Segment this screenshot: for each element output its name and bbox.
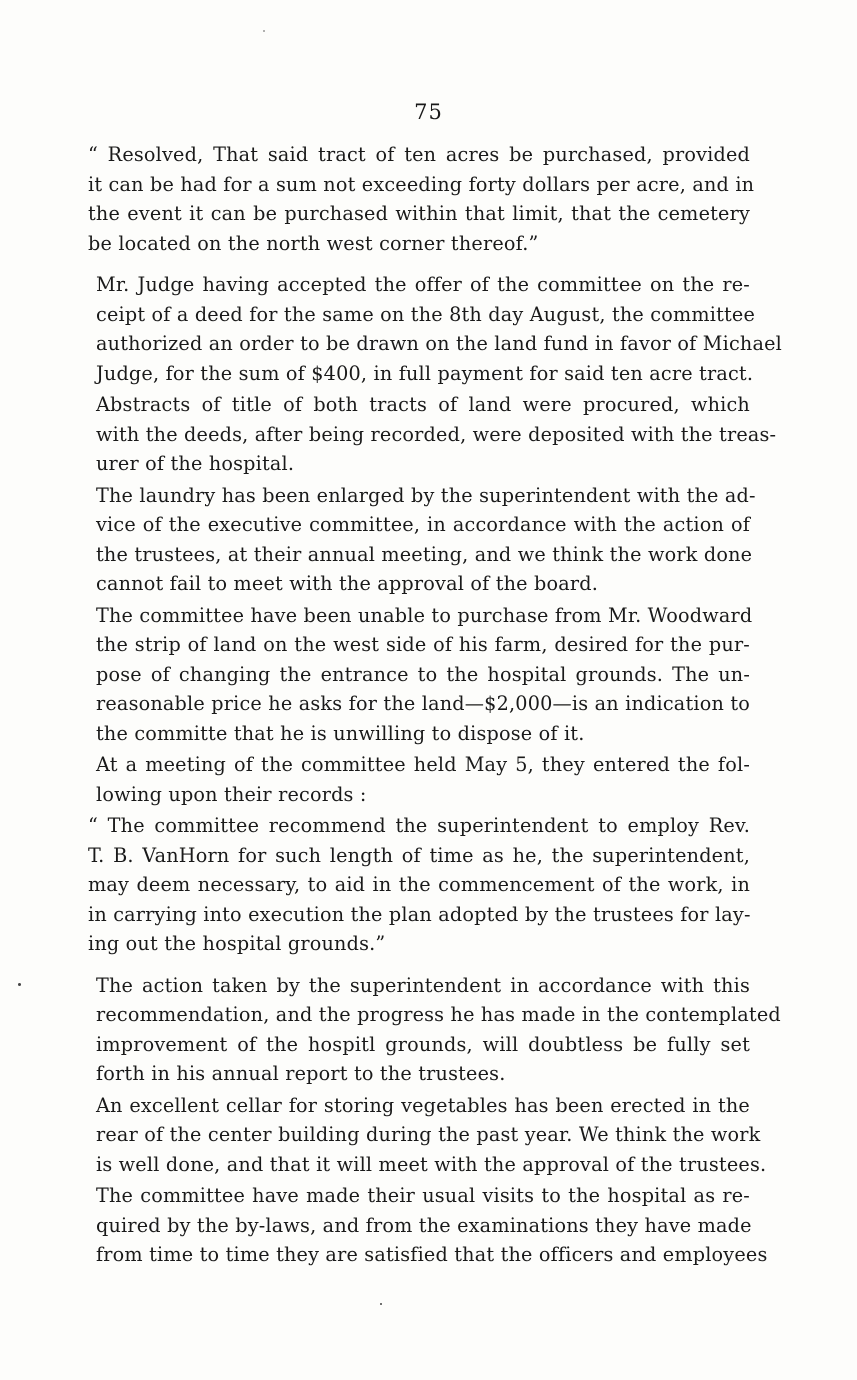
- text-line: At a meeting of the committee held May 5, they entered the fol-: [96, 753, 750, 776]
- scan-speck: [263, 30, 265, 32]
- text-line: improvement of the hospitl grounds, will doubtless be fully set: [96, 1032, 750, 1056]
- scan-speck: [18, 983, 21, 986]
- text-line: cannot fail to meet with the approval of the board.: [96, 572, 599, 595]
- paragraph-action: [82, 971, 781, 1089]
- text-line: Abstracts of title of both tracts of land were procured, which: [96, 393, 750, 416]
- text-line: urer of the hospital.: [96, 452, 295, 475]
- paragraph-recommendation: [82, 811, 750, 959]
- text-line: may deem necessary, to aid in the commencement of the work, in: [88, 873, 750, 896]
- text-line: vice of the executive committee, in accordance with the action of: [96, 513, 750, 536]
- text-line: The action taken by the superintendent in accordance with this: [96, 973, 750, 997]
- text-line: with the deeds, after being recorded, were deposited with the treas-: [96, 422, 777, 446]
- page-body: [82, 140, 782, 1270]
- text-line: The committee have made their usual visits to the hospital as re-: [96, 1184, 750, 1207]
- paragraph-laundry: [82, 481, 756, 599]
- text-line: T. B. VanHorn for such length of time as he, the superintendent,: [88, 843, 750, 867]
- paragraph-cellar: [82, 1091, 767, 1180]
- text-line: reasonable price he asks for the land—$2,000—is an indication to: [96, 692, 750, 715]
- text-line: from time to time they are satisfied that the officers and employees: [96, 1243, 768, 1266]
- text-line: The laundry has been enlarged by the superintendent with the ad-: [96, 483, 756, 507]
- text-line: the committe that he is unwilling to dispose of it.: [96, 721, 585, 745]
- paragraph-judge-offer: [82, 270, 782, 388]
- text-line: it can be had for a sum not exceeding forty dollars per acre, and in: [88, 172, 755, 196]
- text-line: Judge, for the sum of $400, in full payment for said ten acre tract.: [96, 361, 754, 385]
- text-line: in carrying into execution the plan adopted by the trustees for lay-: [88, 902, 751, 926]
- text-line: the event it can be purchased within that limit, that the cemetery: [88, 202, 750, 225]
- paragraph-abstracts: [82, 390, 777, 479]
- text-line: the trustees, at their annual meeting, and we think the work done: [96, 542, 753, 566]
- paragraph-woodward: [82, 601, 753, 749]
- paragraph-meeting: [82, 750, 750, 809]
- text-line: quired by the by-laws, and from the examinations they have made: [96, 1213, 752, 1237]
- text-line: is well done, and that it will meet with the approval of the trustees.: [96, 1152, 767, 1176]
- page-number: 75: [414, 100, 443, 124]
- text-line: rear of the center building during the past year. We think the work: [96, 1123, 761, 1146]
- text-line: An excellent cellar for storing vegetables has been erected in the: [96, 1093, 750, 1117]
- text-line: Mr. Judge having accepted the offer of the committee on the re-: [96, 273, 750, 296]
- text-line: authorized an order to be drawn on the land fund in favor of Michael: [96, 332, 782, 355]
- text-line: the strip of land on the west side of his farm, desired for the pur-: [96, 633, 750, 656]
- text-line: “ The committee recommend the superintendent to employ Rev.: [88, 814, 750, 837]
- text-line: pose of changing the entrance to the hospital grounds. The un-: [96, 662, 750, 686]
- paragraph-resolution: [82, 140, 755, 258]
- text-line: ing out the hospital grounds.”: [88, 932, 386, 955]
- text-line: be located on the north west corner thereof.”: [88, 231, 539, 255]
- text-line: The committee have been unable to purchase from Mr. Woodward: [96, 603, 753, 627]
- text-line: recommendation, and the progress he has made in the contemplated: [96, 1003, 781, 1026]
- text-line: forth in his annual report to the trustees.: [96, 1062, 506, 1085]
- text-line: ceipt of a deed for the same on the 8th day August, the committee: [96, 302, 756, 326]
- scan-speck: [380, 1303, 382, 1305]
- paragraph-visits: [82, 1181, 768, 1270]
- text-line: “ Resolved, That said tract of ten acres be purchased, provided: [88, 143, 750, 166]
- text-line: lowing upon their records :: [96, 782, 367, 806]
